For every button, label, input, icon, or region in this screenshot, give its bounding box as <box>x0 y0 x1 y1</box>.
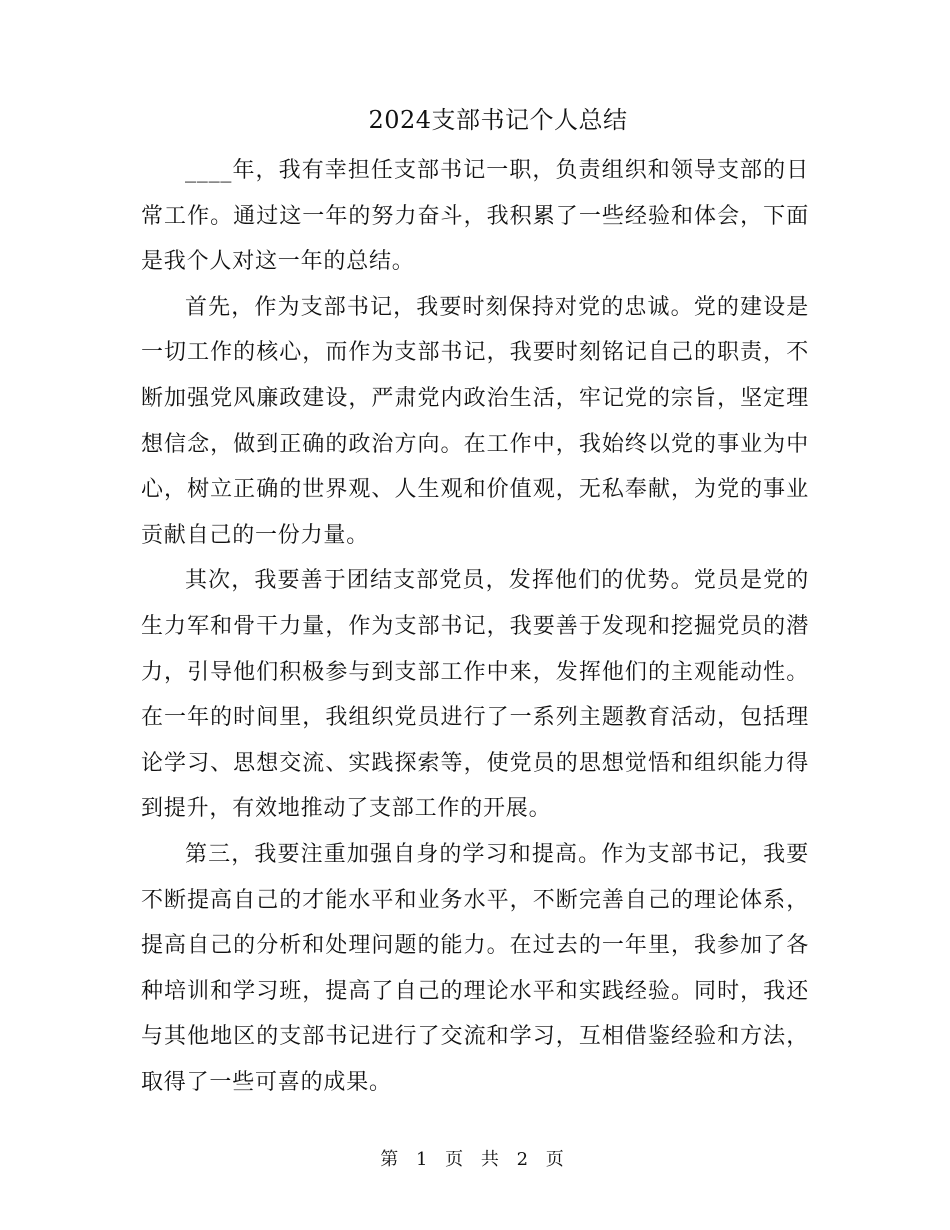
paragraph: 其次，我要善于团结支部党员，发挥他们的优势。党员是党的生力军和骨干力量，作为支部书记，我要善于发现和挖掘党员的潜力，引导他们积极参与到支部工作中来，发挥他们的主观能动性。在一年的时间里，我组织党员进行了一系列主题教育活动，包括理论学习、思想交流、实践探索等，使党员的思想觉悟和组织能力得到提升，有效地推动了支部工作的开展。 <box>141 568 809 822</box>
paragraph: 第三，我要注重加强自身的学习和提高。作为支部书记，我要不断提高自己的才能水平和业务水平，不断完善自己的理论体系，提高自己的分析和处理问题的能力。在过去的一年里，我参加了各种培训和学习班，提高了自己的理论水平和实践经验。同时，我还与其他地区的支部书记进行了交流和学习，互相借鉴经验和方法，取得了一些可喜的成果。 <box>141 841 809 1095</box>
document-title: 2024支部书记个人总结 <box>368 106 628 134</box>
document-body <box>141 148 809 1105</box>
paragraph: 首先，作为支部书记，我要时刻保持对党的忠诚。党的建设是一切工作的核心，而作为支部书记，我要时刻铭记自己的职责，不断加强党风廉政建设，严肃党内政治生活，牢记党的宗旨，坚定理想信念，做到正确的政治方向。在工作中，我始终以党的事业为中心，树立正确的世界观、人生观和价值观，无私奉献，为党的事业贡献自己的一份力量。 <box>141 294 809 548</box>
page-number: 第 1 页 共 2 页 <box>380 1149 570 1170</box>
paragraph: ____年，我有幸担任支部书记一职，负责组织和领导支部的日常工作。通过这一年的努力奋斗，我积累了一些经验和体会，下面是我个人对这一年的总结。 <box>141 158 809 275</box>
